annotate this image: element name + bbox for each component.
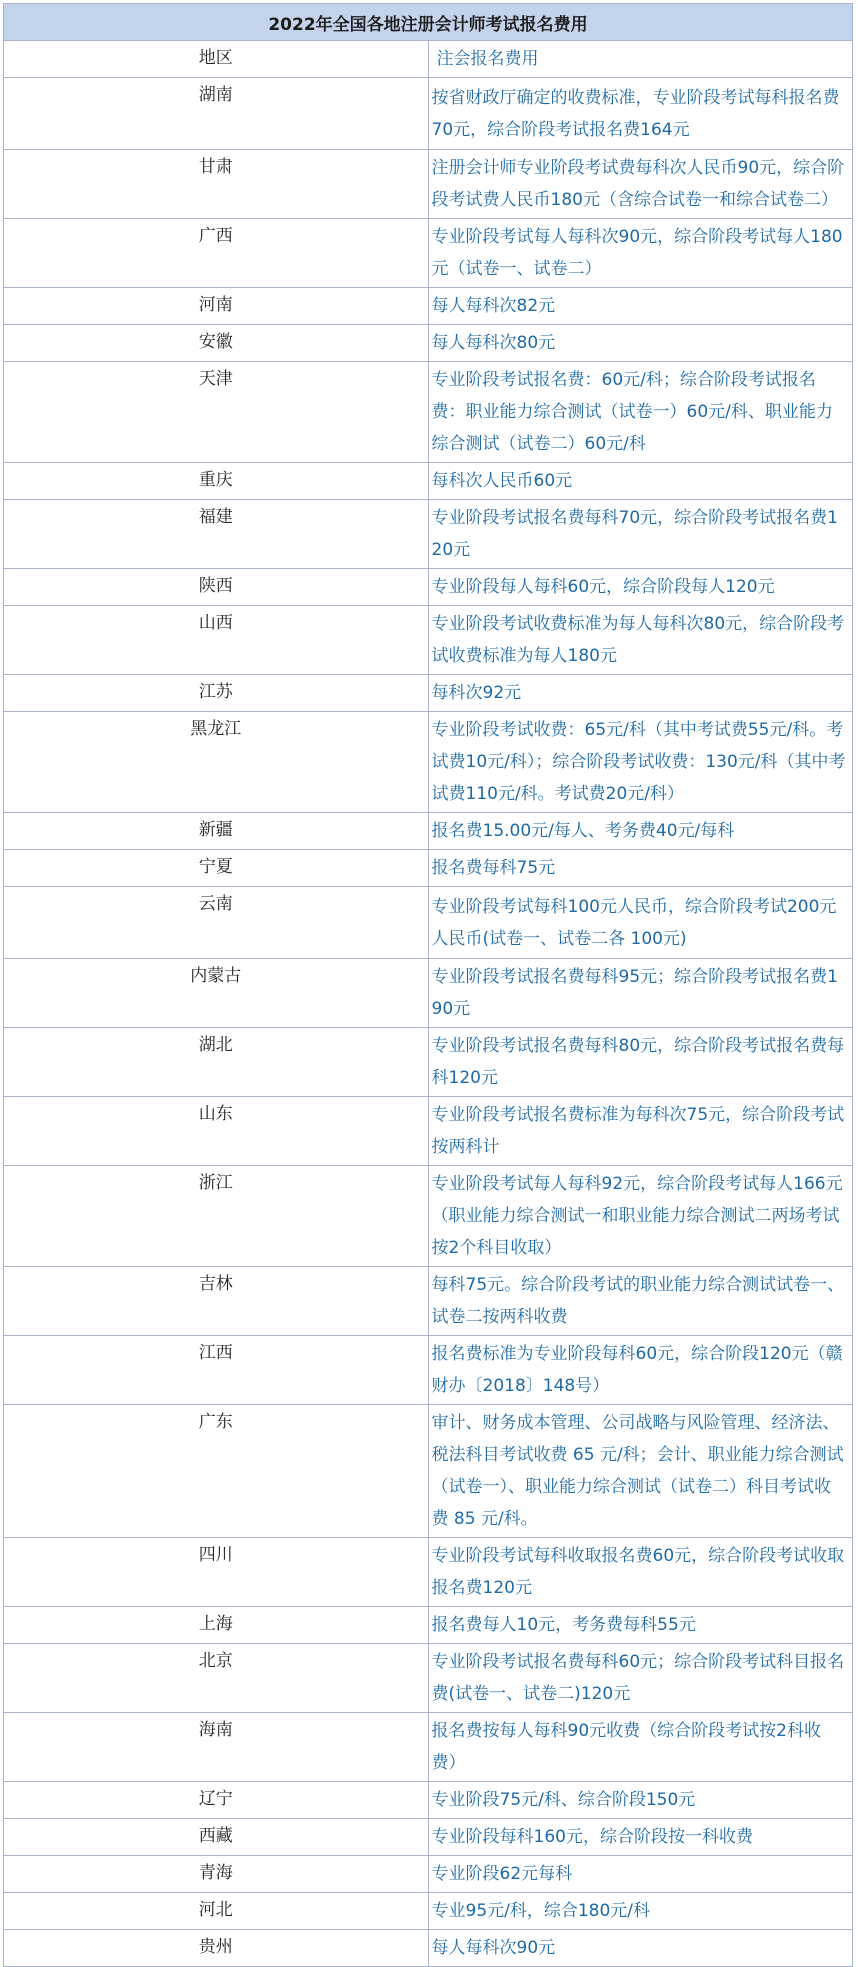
region-cell: 陕西	[4, 569, 429, 606]
fee-cell: 每人每科次82元	[428, 288, 853, 325]
region-cell: 安徽	[4, 325, 429, 362]
region-cell: 上海	[4, 1607, 429, 1644]
table-row	[4, 959, 853, 1028]
fee-cell: 专业95元/科，综合180元/科	[428, 1893, 853, 1930]
table-body	[4, 41, 853, 1967]
region-cell: 重庆	[4, 463, 429, 500]
table-row	[4, 219, 853, 288]
region-cell: 山西	[4, 606, 429, 675]
fee-cell: 报名费每科75元	[428, 850, 853, 887]
fee-cell: 审计、财务成本管理、公司战略与风险管理、经济法、税法科目考试收费 65 元/科；会计、职业能力综合测试（试卷一）、职业能力综合测试（试卷二）科目考试收费 85 元/科。	[428, 1405, 853, 1538]
region-cell: 四川	[4, 1538, 429, 1607]
fee-cell: 专业阶段75元/科、综合阶段150元	[428, 1782, 853, 1819]
table-row	[4, 150, 853, 219]
fee-cell: 报名费15.00元/每人、考务费40元/每科	[428, 813, 853, 850]
fee-cell: 每人每科次90元	[428, 1930, 853, 1967]
region-cell: 甘肃	[4, 150, 429, 219]
region-cell: 宁夏	[4, 850, 429, 887]
table-title: 2022年全国各地注册会计师考试报名费用	[4, 4, 853, 41]
region-cell: 江苏	[4, 675, 429, 712]
table-row	[4, 362, 853, 463]
region-cell: 吉林	[4, 1267, 429, 1336]
region-cell: 湖北	[4, 1028, 429, 1097]
region-cell: 广西	[4, 219, 429, 288]
table-row	[4, 1267, 853, 1336]
region-cell: 西藏	[4, 1819, 429, 1856]
region-cell: 河南	[4, 288, 429, 325]
table-row	[4, 1607, 853, 1644]
table-row	[4, 1336, 853, 1405]
table-row	[4, 288, 853, 325]
fee-cell: 专业阶段考试报名费每科70元，综合阶段考试报名费120元	[428, 500, 853, 569]
table-row	[4, 813, 853, 850]
fee-cell: 按省财政厅确定的收费标准，专业阶段考试每科报名费70元，综合阶段考试报名费164元	[428, 78, 853, 150]
header-fee: 注会报名费用	[428, 41, 853, 78]
table-row	[4, 712, 853, 813]
region-cell: 广东	[4, 1405, 429, 1538]
table-row	[4, 675, 853, 712]
table-row	[4, 1097, 853, 1166]
fee-cell: 专业阶段考试每人每科次90元，综合阶段考试每人180元（试卷一、试卷二）	[428, 219, 853, 288]
region-cell: 江西	[4, 1336, 429, 1405]
region-cell: 浙江	[4, 1166, 429, 1267]
table-row	[4, 1782, 853, 1819]
fee-table	[3, 3, 853, 1967]
table-row	[4, 325, 853, 362]
table-row	[4, 500, 853, 569]
fee-table-container	[3, 3, 853, 1967]
fee-cell: 专业阶段考试收费标准为每人每科次80元，综合阶段考试收费标准为每人180元	[428, 606, 853, 675]
table-row	[4, 606, 853, 675]
table-row	[4, 463, 853, 500]
region-cell: 新疆	[4, 813, 429, 850]
fee-cell: 专业阶段考试报名费每科60元；综合阶段考试科目报名费(试卷一、试卷二)120元	[428, 1644, 853, 1713]
region-cell: 海南	[4, 1713, 429, 1782]
fee-cell: 专业阶段考试报名费标准为每科次75元，综合阶段考试按两科计	[428, 1097, 853, 1166]
fee-cell: 注册会计师专业阶段考试费每科次人民币90元，综合阶段考试费人民币180元（含综合试卷一和综合试卷二）	[428, 150, 853, 219]
table-row	[4, 1538, 853, 1607]
fee-cell: 专业阶段考试报名费每科80元，综合阶段考试报名费每科120元	[428, 1028, 853, 1097]
header-row	[4, 41, 853, 78]
region-cell: 福建	[4, 500, 429, 569]
table-row	[4, 850, 853, 887]
region-cell: 北京	[4, 1644, 429, 1713]
region-cell: 湖南	[4, 78, 429, 150]
fee-cell: 专业阶段考试报名费：60元/科；综合阶段考试报名费：职业能力综合测试（试卷一）60元/科、职业能力综合测试（试卷二）60元/科	[428, 362, 853, 463]
region-cell: 河北	[4, 1893, 429, 1930]
region-cell: 黑龙江	[4, 712, 429, 813]
fee-cell: 每科次人民币60元	[428, 463, 853, 500]
region-cell: 内蒙古	[4, 959, 429, 1028]
fee-cell: 专业阶段考试每人每科92元，综合阶段考试每人166元（职业能力综合测试一和职业能力综合测试二两场考试按2个科目收取）	[428, 1166, 853, 1267]
fee-cell: 专业阶段每科160元，综合阶段按一科收费	[428, 1819, 853, 1856]
fee-cell: 专业阶段考试报名费每科95元；综合阶段考试报名费190元	[428, 959, 853, 1028]
fee-cell: 报名费按每人每科90元收费（综合阶段考试按2科收费）	[428, 1713, 853, 1782]
table-row	[4, 1405, 853, 1538]
fee-cell: 报名费每人10元，考务费每科55元	[428, 1607, 853, 1644]
region-cell: 云南	[4, 887, 429, 959]
table-row	[4, 569, 853, 606]
table-row	[4, 1644, 853, 1713]
table-row	[4, 78, 853, 150]
table-row	[4, 887, 853, 959]
region-cell: 贵州	[4, 1930, 429, 1967]
fee-cell: 专业阶段62元每科	[428, 1856, 853, 1893]
header-region: 地区	[4, 41, 429, 78]
fee-cell: 专业阶段考试每科100元人民币，综合阶段考试200元人民币(试卷一、试卷二各 100元)	[428, 887, 853, 959]
fee-cell: 专业阶段考试收费：65元/科（其中考试费55元/科。考试费10元/科）；综合阶段考试收费：130元/科（其中考试费110元/科。考试费20元/科）	[428, 712, 853, 813]
region-cell: 辽宁	[4, 1782, 429, 1819]
table-row	[4, 1028, 853, 1097]
region-cell: 山东	[4, 1097, 429, 1166]
region-cell: 天津	[4, 362, 429, 463]
fee-cell: 每人每科次80元	[428, 325, 853, 362]
table-row	[4, 1819, 853, 1856]
table-row	[4, 1893, 853, 1930]
table-row	[4, 1166, 853, 1267]
fee-cell: 专业阶段考试每科收取报名费60元，综合阶段考试收取报名费120元	[428, 1538, 853, 1607]
region-cell: 青海	[4, 1856, 429, 1893]
fee-cell: 每科次92元	[428, 675, 853, 712]
fee-cell: 专业阶段每人每科60元，综合阶段每人120元	[428, 569, 853, 606]
table-row	[4, 1713, 853, 1782]
table-row	[4, 1930, 853, 1967]
table-row	[4, 1856, 853, 1893]
fee-cell: 报名费标准为专业阶段每科60元，综合阶段120元（赣财办〔2018〕148号）	[428, 1336, 853, 1405]
fee-cell: 每科75元。综合阶段考试的职业能力综合测试试卷一、试卷二按两科收费	[428, 1267, 853, 1336]
